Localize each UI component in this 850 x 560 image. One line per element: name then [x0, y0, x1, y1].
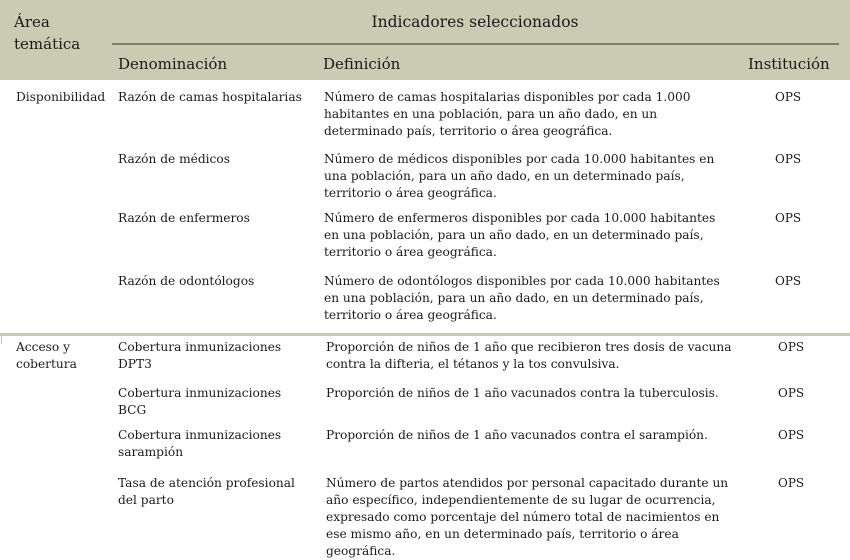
indicator-definition: Número de médicos disponibles por cada 10.000 habitantes en una población, para un año dado, en un determinado país, territorio o área geográfica.: [324, 152, 715, 200]
indicator-definition: Número de odontólogos disponibles por cada 10.000 habitantes en una población, para un año dado, en un determinado país, territorio o área geográfica.: [324, 274, 720, 322]
indicator-name: Cobertura inmunizaciones DPT3: [118, 340, 282, 371]
header-divider: [112, 43, 839, 45]
indicator-name: Razón de médicos: [118, 152, 230, 166]
table-header: [0, 0, 850, 80]
section-separator-tick: [1, 336, 2, 344]
indicator-definition: Proporción de niños de 1 año vacunados contra el sarampión.: [326, 428, 708, 442]
indicator-institution: OPS: [775, 274, 802, 288]
indicator-name: Tasa de atención profesional del parto: [118, 476, 295, 507]
indicator-institution: OPS: [775, 211, 802, 225]
section-separator: [0, 333, 850, 336]
indicator-definition: Proporción de niños de 1 año que recibieron tres dosis de vacuna contra la difteria, el tétanos y la tos convulsiva.: [326, 340, 732, 371]
indicator-definition: Número de camas hospitalarias disponibles por cada 1.000 habitantes en una población, para un año dado, en un determinado país, territorio o área geográfica.: [324, 90, 691, 138]
indicator-institution: OPS: [775, 90, 802, 104]
area-label-acceso-cobertura: Acceso y cobertura: [16, 340, 77, 371]
indicator-institution: OPS: [775, 152, 802, 166]
indicator-institution: OPS: [778, 386, 805, 400]
column-header-definicion: Definición: [323, 55, 401, 73]
indicator-institution: OPS: [778, 428, 805, 442]
header-area-tematica: Área temática: [14, 13, 81, 53]
indicator-definition: Proporción de niños de 1 año vacunados contra la tuberculosis.: [326, 386, 719, 400]
indicator-institution: OPS: [778, 340, 805, 354]
indicator-name: Razón de enfermeros: [118, 211, 250, 225]
area-label-disponibilidad: Disponibilidad: [16, 90, 106, 104]
column-header-institucion: Institución: [748, 55, 830, 73]
indicator-definition: Número de enfermeros disponibles por cada 10.000 habitantes en una población, para un año dado, en un determinado país, territorio o área geográfica.: [324, 211, 716, 259]
indicator-name: Razón de camas hospitalarias: [118, 90, 302, 104]
header-indicadores-seleccionados: Indicadores seleccionados: [371, 13, 579, 31]
indicator-name: Cobertura inmunizaciones BCG: [118, 386, 282, 417]
indicator-institution: OPS: [778, 476, 805, 490]
indicator-definition: Número de partos atendidos por personal capacitado durante un año específico, independientemente de su lugar de ocurrencia, expresado como porcentaje del número total de nacimientos en ese mismo año, en un determinado país, territorio o área geográfica.: [326, 476, 729, 558]
indicator-name: Razón de odontólogos: [118, 274, 255, 288]
indicator-name: Cobertura inmunizaciones sarampión: [118, 428, 282, 459]
column-header-denominacion: Denominación: [118, 55, 228, 73]
